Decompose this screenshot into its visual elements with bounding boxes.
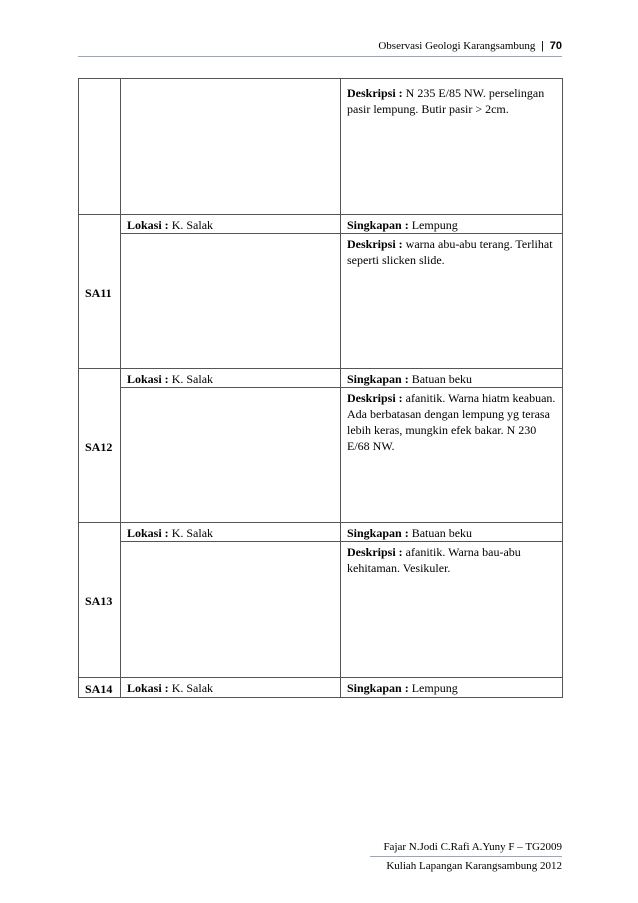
lokasi-label: Lokasi :	[127, 372, 169, 386]
header-title: Observasi Geologi Karangsambung	[378, 40, 536, 52]
station-id-sa12: SA12	[79, 369, 121, 523]
observation-table	[78, 78, 563, 698]
table-row-sa12	[79, 369, 563, 388]
singkapan-value: Batuan beku	[411, 372, 473, 386]
station-id-sa13: SA13	[79, 523, 121, 678]
lokasi-cell-empty	[121, 79, 341, 215]
table-row-sa11	[79, 215, 563, 234]
singkapan-label: Singkapan :	[347, 372, 409, 386]
deskripsi-value: afanitik. Warna bau-abu kehitaman. Vesikuler.	[347, 545, 521, 575]
lokasi-detail-cell	[121, 542, 341, 678]
header-rule	[78, 56, 562, 57]
deskripsi-cell	[341, 234, 563, 369]
table-subrow-sa13	[79, 542, 563, 678]
singkapan-label: Singkapan :	[347, 218, 409, 232]
singkapan-value: Lempung	[411, 681, 458, 695]
lokasi-detail-cell	[121, 234, 341, 369]
lokasi-value: K. Salak	[171, 372, 214, 386]
deskripsi-cell	[341, 388, 563, 523]
deskripsi-label: Deskripsi :	[347, 86, 403, 100]
table-row-sa13	[79, 523, 563, 542]
lokasi-cell	[121, 369, 341, 388]
singkapan-label: Singkapan :	[347, 526, 409, 540]
singkapan-cell	[341, 369, 563, 388]
lokasi-label: Lokasi :	[127, 681, 169, 695]
deskripsi-label: Deskripsi :	[347, 545, 403, 559]
station-id-sa11: SA11	[79, 215, 121, 369]
lokasi-label: Lokasi :	[127, 526, 169, 540]
lokasi-value: K. Salak	[171, 218, 214, 232]
footer-authors: Fajar N.Jodi C.Rafi A.Yuny F – TG2009	[383, 841, 562, 853]
singkapan-value: Lempung	[411, 218, 458, 232]
station-id-sa14: SA14	[79, 678, 121, 698]
table-row-sa14	[79, 678, 563, 698]
singkapan-cell	[341, 215, 563, 234]
deskripsi-label: Deskripsi :	[347, 391, 403, 405]
deskripsi-value: afanitik. Warna hiatm keabuan. Ada berbatasan dengan lempung yg terasa lebih keras, mungkin efek bakar. N 230 E/68 NW.	[347, 391, 556, 453]
header-separator: |	[541, 40, 544, 52]
lokasi-detail-cell	[121, 388, 341, 523]
page-number: 70	[549, 40, 562, 52]
singkapan-label: Singkapan :	[347, 681, 409, 695]
singkapan-cell	[341, 678, 563, 698]
lokasi-cell	[121, 678, 341, 698]
page-header	[378, 40, 562, 52]
lokasi-value: K. Salak	[171, 681, 214, 695]
deskripsi-cell	[341, 542, 563, 678]
table-row-continuation	[79, 79, 563, 215]
footer-course: Kuliah Lapangan Karangsambung 2012	[386, 860, 562, 872]
lokasi-cell	[121, 523, 341, 542]
lokasi-value: K. Salak	[171, 526, 214, 540]
deskripsi-value: warna abu-abu terang. Terlihat seperti slicken slide.	[347, 237, 553, 267]
singkapan-value: Batuan beku	[411, 526, 473, 540]
lokasi-label: Lokasi :	[127, 218, 169, 232]
lokasi-cell	[121, 215, 341, 234]
singkapan-cell	[341, 523, 563, 542]
deskripsi-value: N 235 E/85 NW. perselingan pasir lempung. Butir pasir > 2cm.	[347, 86, 545, 116]
table-subrow-sa11	[79, 234, 563, 369]
id-cell-empty	[79, 79, 121, 215]
deskripsi-cell-continuation	[341, 79, 563, 215]
footer-rule	[370, 856, 562, 857]
table-subrow-sa12	[79, 388, 563, 523]
deskripsi-label: Deskripsi :	[347, 237, 403, 251]
